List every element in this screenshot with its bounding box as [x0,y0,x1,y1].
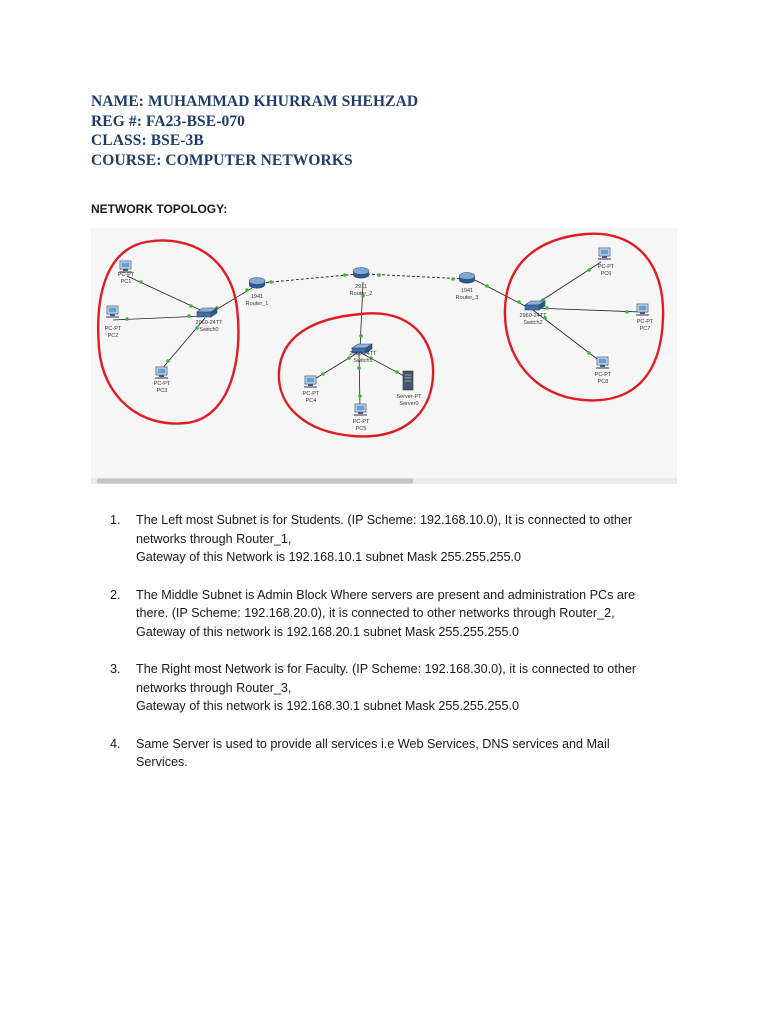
registration-number: REG #: FA23-BSE-070 [91,112,246,130]
switch1-model: 2960-24TT [349,351,377,357]
pc7-model: PC-PT [636,319,654,325]
class-name: CLASS: BSE-3B [91,132,204,149]
list-item-number: 3. [110,662,121,677]
router1-icon [249,278,265,289]
list-item-line: Services. [136,755,188,770]
pc5-model: PC-PT [352,419,370,425]
pc7-name: PC7 [639,326,651,332]
pc3-model: PC-PT [153,381,171,387]
router2-model: 2911 [355,284,367,290]
switch2-name: Switch2 [523,320,543,326]
list-item-line: networks through Router_1, [136,531,292,546]
list-item [110,735,670,772]
list-item-line: networks through Router_3, [136,680,292,695]
list-item-number: 4. [110,736,121,751]
pc2-name: PC2 [107,333,119,339]
network-topology-diagram [91,228,677,484]
list-item [110,660,670,716]
router1-name: Router_1 [245,301,269,307]
list-item-line: The Right most Network is for Faculty. (IP Scheme: 192.168.30.0), it is connected to other [136,662,637,677]
switch0-name: Switch0 [199,327,219,333]
list-item-line: Same Server is used to provide all services i.e Web Services, DNS services and Mail [136,736,610,751]
pc5-name: PC5 [355,426,367,432]
list-item-line: Gateway of this network is 192.168.30.1 subnet Mask 255.255.255.0 [136,699,519,714]
student-name: NAME: MUHAMMAD KHURRAM SHEHZAD [91,93,419,110]
pc4-model: PC-PT [302,391,320,397]
course-name: COURSE: COMPUTER NETWORKS [91,151,353,169]
list-item-line: The Left most Subnet is for Students. (IP Scheme: 192.168.10.0), It is connected to other [136,513,633,527]
list-item-line: The Middle Subnet is Admin Block Where servers are present and administration PCs are [136,587,636,602]
switch1-name: Switch1 [353,358,373,364]
pc8-model: PC-PT [594,372,612,378]
student-header [91,92,418,170]
pc8-name: PC8 [597,379,609,385]
server0-name: Server0 [399,401,419,407]
list-item-number: 2. [110,587,121,602]
pc1-name: PC1 [120,279,132,285]
pc6-name: PC6 [600,271,612,277]
server0-model: Server-PT [396,394,422,400]
diagram-scrollbar-thumb [97,479,413,484]
pc3-name: PC3 [156,388,168,394]
router2-name: Router_2 [349,291,373,297]
pc1-model: PC-PT [117,272,135,278]
router3-model: 1941 [460,288,474,294]
list-item-number: 1. [110,513,121,527]
list-item-line: there. (IP Scheme: 192.168.20.0), it is connected to other networks through Router_2, [136,606,615,621]
pc6-model: PC-PT [597,264,615,270]
pc4-name: PC4 [305,398,317,404]
pc4-icon [304,376,317,388]
list-item-line: Gateway of this Network is 192.168.10.1 subnet Mask 255.255.255.0 [136,550,522,565]
section-title: NETWORK TOPOLOGY: [91,202,228,216]
switch0-model: 2960-24TT [195,320,223,326]
list-item-line: Gateway of this network is 192.168.20.1 subnet Mask 255.255.255.0 [136,624,519,639]
network-description-list [110,511,670,791]
pc3-icon [155,367,168,379]
router3-name: Router_3 [455,295,479,301]
pc6-icon [598,248,611,260]
switch2-model: 2960-24TT [519,313,547,319]
pc2-model: PC-PT [104,326,122,332]
pc8-icon [596,357,609,369]
pc2-icon [106,306,119,318]
router2-icon [353,268,369,279]
pc5-icon [354,404,367,416]
router1-model: 1941 [250,294,264,300]
list-item [110,586,670,642]
list-item [110,511,670,567]
router3-icon [459,273,475,284]
pc7-icon [636,304,649,316]
server0-icon [403,371,413,390]
